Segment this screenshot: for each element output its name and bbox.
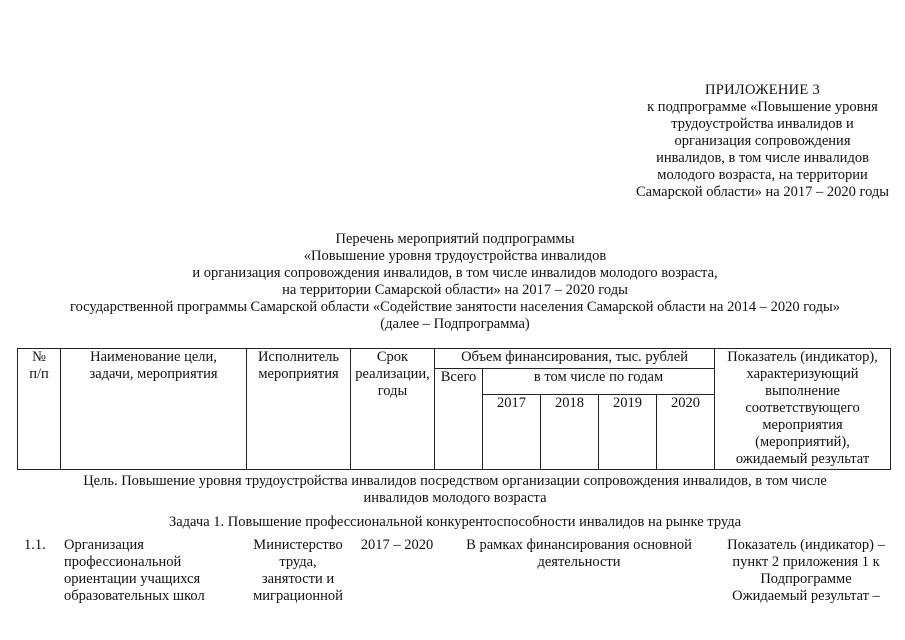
appendix-line: организация сопровождения (674, 133, 851, 149)
header-year-2018: 2018 (541, 395, 599, 470)
header-by-years: в том числе по годам (483, 369, 715, 395)
table-row-1-1 (0, 537, 905, 640)
heading-line: Перечень мероприятий подпрограммы (335, 231, 575, 247)
row-num: 1.1. (24, 537, 46, 553)
header-name: Наименование цели, задачи, мероприятия (61, 349, 247, 470)
header-num: № п/п (18, 349, 61, 470)
measures-table-header (17, 348, 891, 470)
heading-line: «Повышение уровня трудоустройства инвалидов (303, 248, 607, 264)
document-heading (20, 231, 890, 333)
row-executor: Министерство труда, занятости и миграционной (253, 537, 343, 604)
header-indicator: Показатель (индикатор), характеризующий выполнение соответствующего мероприятия (мероприятий), ожидаемый результат (715, 349, 891, 470)
appendix-line: молодого возраста, на территории (657, 167, 868, 183)
row-name: Организация профессиональной ориентации учащихся образовательных школ (64, 537, 205, 604)
appendix-line: инвалидов, в том числе инвалидов (656, 150, 869, 166)
appendix-line: Самарской области» на 2017 – 2020 годы (635, 184, 890, 200)
header-year-2020: 2020 (657, 395, 715, 470)
row-term: 2017 – 2020 (360, 537, 434, 553)
header-total: Всего (435, 369, 483, 470)
appendix-line: к подпрограмме «Повышение уровня (647, 99, 878, 115)
header-funding: Объем финансирования, тыс. рублей (435, 349, 715, 369)
header-term: Срок реализации, годы (351, 349, 435, 470)
goal-text: Цель. Повышение уровня трудоустройства инвалидов посредством организации сопровождения инвалидов, в том числе инвалидов молодого возраста (83, 473, 827, 506)
heading-line: и организация сопровождения инвалидов, в том числе инвалидов молодого возраста, (192, 265, 718, 281)
heading-line: на территории Самарской области» на 2017 – 2020 годы (282, 282, 628, 298)
appendix-line: трудоустройства инвалидов и (671, 116, 854, 132)
heading-line: государственной программы Самарской области «Содействие занятости населения Самарской области на 2014 – 2020 годы» (69, 299, 840, 315)
task-1-text: Задача 1. Повышение профессиональной конкурентоспособности инвалидов на рынке труда (168, 514, 742, 530)
appendix-title: ПРИЛОЖЕНИЕ 3 (704, 82, 821, 98)
header-year-2019: 2019 (599, 395, 657, 470)
header-year-2017: 2017 (483, 395, 541, 470)
row-funding: В рамках финансирования основной деятельности (466, 537, 692, 570)
heading-line: (далее – Подпрограмма) (380, 316, 530, 332)
row-indicator: Показатель (индикатор) – пункт 2 приложения 1 к Подпрограмме Ожидаемый результат – (727, 537, 885, 604)
header-executor: Исполнитель мероприятия (247, 349, 351, 470)
appendix-block (620, 82, 905, 201)
